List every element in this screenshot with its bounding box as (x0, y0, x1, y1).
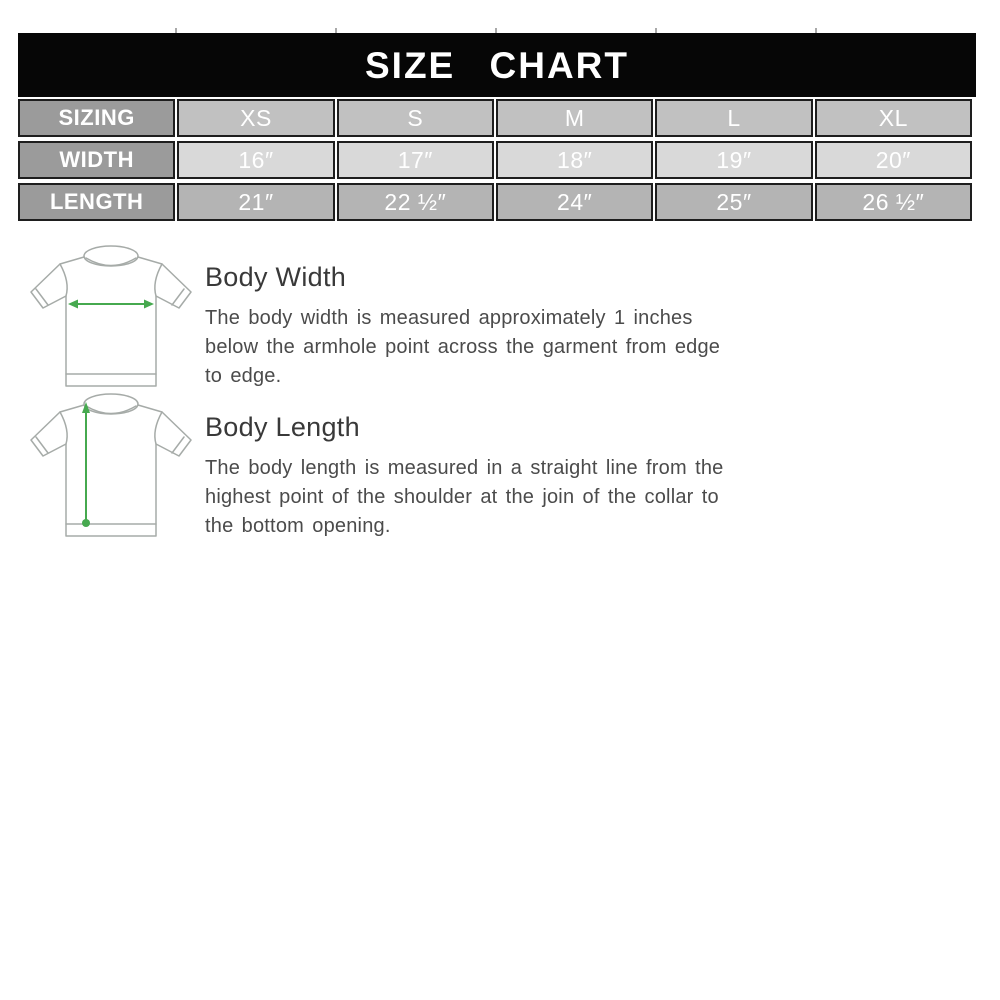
size-chart-block (18, 24, 976, 225)
size-chart-banner (18, 33, 976, 97)
body-width-text-line: below the armhole point across the garment from edge (205, 336, 721, 358)
tshirt-width-arrow-icon (22, 244, 198, 394)
row-header-width: WIDTH (18, 141, 175, 179)
sizing-cell-xl: XL (815, 99, 972, 137)
sizing-cell-m: M (496, 99, 653, 137)
size-chart-title: SIZE CHART (365, 44, 629, 86)
length-cell-xs: 21″ (177, 183, 334, 221)
body-length-text-line: The body length is measured in a straight line from the (205, 457, 724, 479)
length-cell-xl: 26 ½″ (815, 183, 972, 221)
tshirt-length-arrow-icon (22, 392, 198, 544)
size-table (16, 95, 974, 225)
body-length-text-line: highest point of the shoulder at the join of the collar to (205, 486, 719, 508)
body-width-text-line: to edge. (205, 365, 282, 387)
table-row-length (18, 183, 972, 221)
width-cell-xs: 16″ (177, 141, 334, 179)
width-cell-s: 17″ (337, 141, 494, 179)
body-width-heading: Body Width (205, 262, 347, 292)
length-cell-m: 24″ (496, 183, 653, 221)
body-length-heading: Body Length (205, 412, 360, 442)
sizing-cell-s: S (337, 99, 494, 137)
table-row-sizing (18, 99, 972, 137)
row-header-sizing: SIZING (18, 99, 175, 137)
body-width-section (205, 262, 721, 391)
width-cell-l: 19″ (655, 141, 812, 179)
width-cell-xl: 20″ (815, 141, 972, 179)
table-row-width (18, 141, 972, 179)
width-cell-m: 18″ (496, 141, 653, 179)
sizing-cell-l: L (655, 99, 812, 137)
length-cell-s: 22 ½″ (337, 183, 494, 221)
table-top-ticks (18, 24, 976, 33)
row-header-length: LENGTH (18, 183, 175, 221)
length-cell-l: 25″ (655, 183, 812, 221)
body-width-text-line: The body width is measured approximately 1 inches (205, 307, 693, 329)
sizing-cell-xs: XS (177, 99, 334, 137)
body-length-section (205, 412, 724, 541)
body-length-text-line: the bottom opening. (205, 515, 391, 537)
